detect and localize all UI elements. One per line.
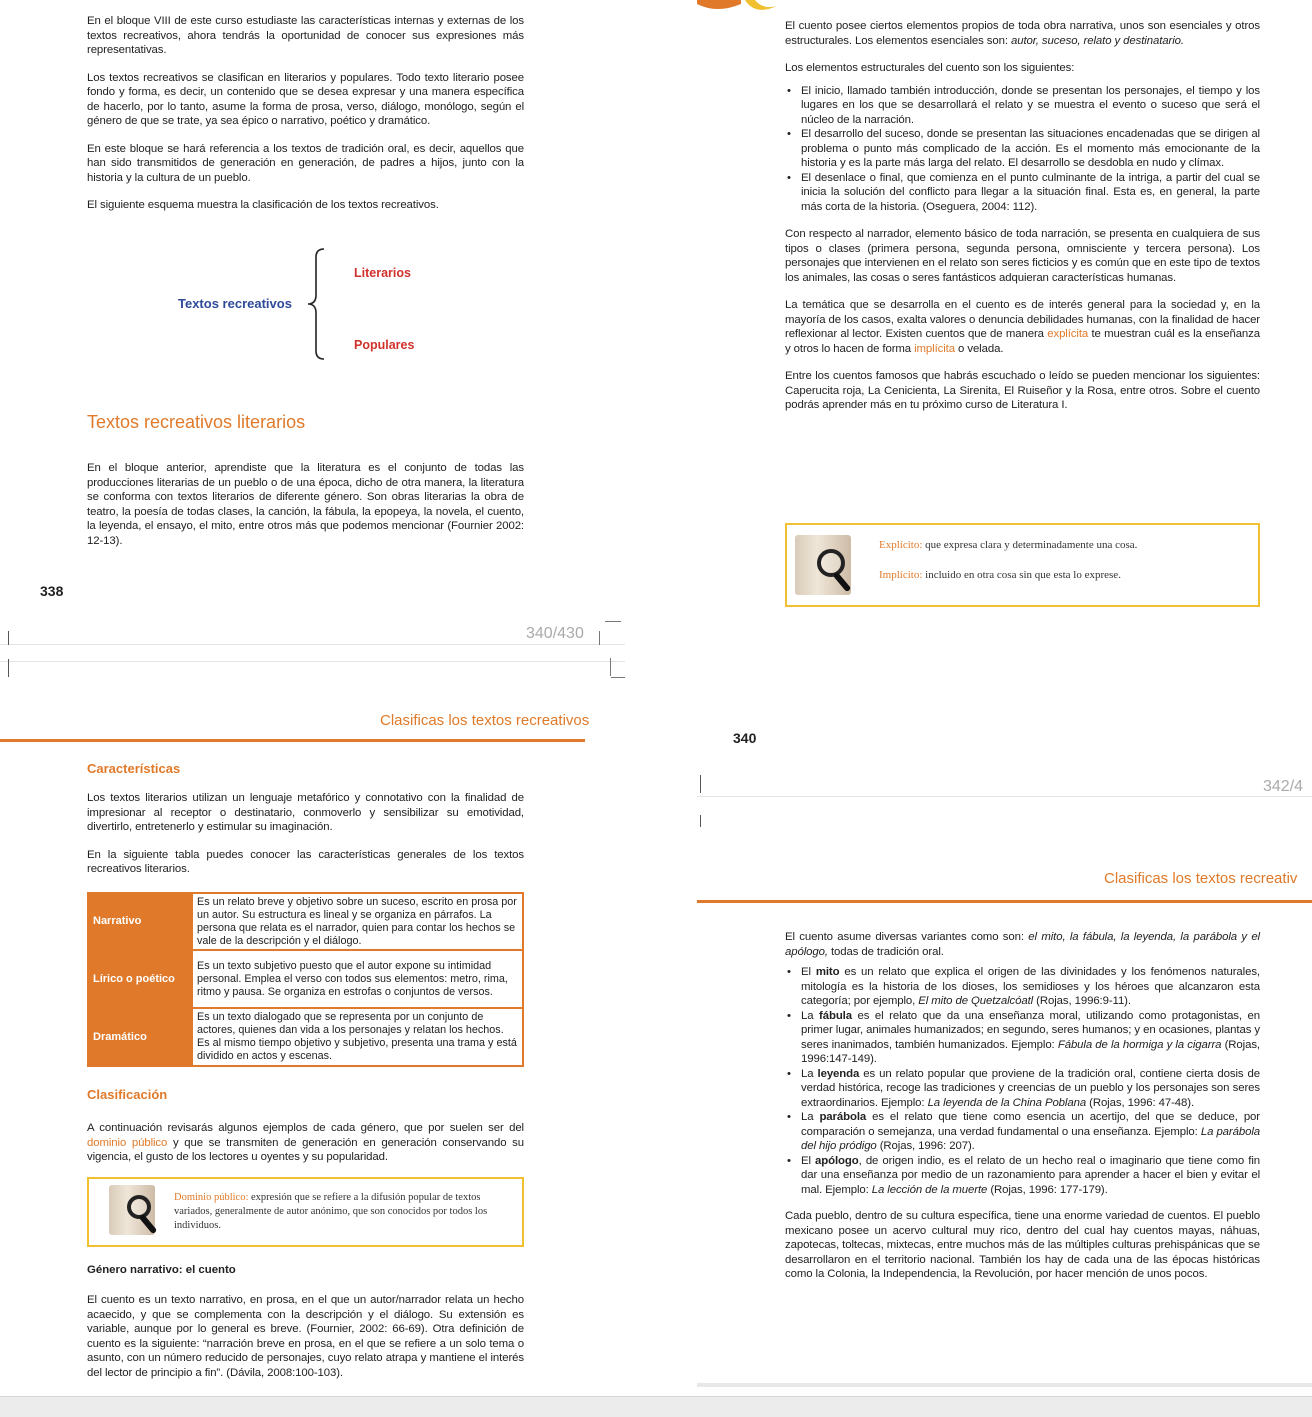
- variants-intro: [785, 930, 1260, 959]
- term-fabula: fábula: [819, 1009, 852, 1022]
- page-342: [697, 860, 1312, 1390]
- page-number: 340: [733, 730, 757, 746]
- tematica-text-b: te muestran cuál es la enseñanza y otros lo hacen de forma: [785, 328, 1260, 355]
- famous-tales-paragraph: Entre los cuentos famosos que habrás escuchado o leído se pueden mencionar los siguientes: Caperucita roja, La Cenicienta, La Sirenita, El Ruiseñor y la Rosa, entre otros. Sobre el cuento podrás aprender más en tu próximo curso de Literatura I.: [785, 370, 1260, 411]
- genre-description: Es un texto subjetivo puesto que el autor expone su intimidad personal. Emplea el verso con todos sus elementos: metro, rima, ritmo y pausa. Se organiza en estrofas o conjuntos de versos.: [192, 950, 523, 1008]
- glossary-definition: incluido en otra cosa sin que esta lo exprese.: [922, 569, 1121, 581]
- glossary-term: Dominio público:: [174, 1192, 249, 1203]
- genre-label: Lírico o poético: [88, 950, 192, 1008]
- literature-paragraph: En el bloque anterior, aprendiste que la literatura es el conjunto de todas las producciones literarias de un pueblo o de una época, dicho de otra manera, la literatura se conforma con textos literarios de diferente género. Son obras literarias la obra de teatro, la poesía de todas clases, la canción, la fábula, la epopeya, la novela, el cuento, la leyenda, el ensayo, el mito, entre otros más que podemos mencionar (Fournier 2002: 12-13).: [87, 462, 524, 547]
- list-item: • La leyenda es un relato popular que proviene de la tradición oral, contiene cierta dosis de verdad histórica, recoge las tradiciones y creencias de un pueblo y los personajes son seres extraordinarios. Ejemplo: La leyenda de la China Poblana (Rojas, 1996: 47-48).: [785, 1067, 1260, 1111]
- page-header-rule: [0, 739, 585, 742]
- heading-clasificacion: Clasificación: [87, 1087, 168, 1102]
- glossary-term: Implícito:: [879, 569, 923, 581]
- classification-scheme: [170, 245, 470, 365]
- magnifier-book-icon: [109, 1185, 155, 1235]
- variants-emphasis: el mito, la fábula, la leyenda, la parábola y el apólogo,: [785, 931, 1260, 958]
- page-counter-left: 340/430: [526, 625, 584, 642]
- list-item: • El mito es un relato que explica el origen de las divinidades y los fenómenos naturales, mitología es la historia de los dioses, los semidioses y los héroes que alcanzaron esta categoría; por ejemplo, El mito de Quetzalcóatl (Rojas, 1996:9-11).: [785, 965, 1260, 1009]
- heading-caracteristicas: Características: [87, 761, 181, 776]
- intro-paragraph-3: En este bloque se hará referencia a los textos de tradición oral, es decir, aquellos que han sido transmitidos de generación en generación, de padres a hijos, junto con la historia y la cultura de un pueblo.: [87, 142, 524, 184]
- glossary-box-explicito: [785, 523, 1260, 607]
- list-item: • El apólogo, de origen indio, es el relato de un hecho real o imaginario que tiene como fin dar una enseñanza por medio de un razonamiento para aprender a hacer el bien y evitar el mal. Ejemplo: La lección de la muerte (Rojas, 1996: 177-179).: [785, 1154, 1260, 1198]
- glossary-definition: expresión que se refiere a la difusión popular de textos variados, generalmente de autor anónimo, que son conocidos por todos los individuos.: [174, 1192, 488, 1231]
- term-mito: mito: [815, 966, 840, 978]
- decorative-swirl-icon: [697, 0, 787, 26]
- caracteristicas-paragraph-2: En la siguiente tabla puedes conocer las características generales de los textos recreativos literarios.: [87, 848, 524, 875]
- cultural-paragraph: Cada pueblo, dentro de su cultura específica, tiene una enorme variedad de cuentos. El pueblo mexicano posee un acervo cultural muy rico, dentro del cual hay cuentos mayas, náhuas, zapotecas, toltecas, mixtecas, entre muchos más de las múltiples culturas prehispánicas que se desarrollaron en el territorio nacional. También los hay de cada una de las épocas históricas como la Colonia, la Independencia, la Revolución, por hacer mención de unos pocos.: [785, 1210, 1260, 1280]
- structural-intro: Los elementos estructurales del cuento son los siguientes:: [785, 62, 1075, 74]
- elements-text: El cuento posee ciertos elementos propios de toda obra narrativa, unos son esenciales y otros estructurales. Los elementos esenciales son:: [785, 20, 1260, 47]
- scheme-root: Textos recreativos: [178, 296, 292, 311]
- clasificacion-text-a: A continuación revisarás algunos ejemplos de cada género, que por suelen ser del: [87, 1122, 524, 1134]
- explicita-term: explícita: [1047, 328, 1089, 340]
- list-item: • La parábola es el relato que tiene como esencia un acertijo, del que se deduce, por comparación o semejanza, una verdad fundamental o una enseñanza. Ejemplo: La parábola del hijo pródigo (Rojas, 1996: 207).: [785, 1110, 1260, 1154]
- list-item: • La fábula es el relato que da una enseñanza moral, utilizando como protagonistas, en primer lugar, animales humanizados; en segundo, seres humanos; y en ocasiones, plantas y seres inanimados, también humanizados. Ejemplo: Fábula de la hormiga y la cigarra (Rojas, 1996:147-149).: [785, 1009, 1260, 1067]
- list-item: • El inicio, llamado también introducción, donde se presentan los personajes, el tiempo y los lugares en los que se desarrollará el relato y se muestra el evento o suceso que será el núcleo de la narración.: [785, 84, 1260, 128]
- page-counter-right: 342/4: [1263, 778, 1304, 795]
- term-parabola: parábola: [819, 1111, 867, 1123]
- genre-label: Narrativo: [88, 893, 192, 950]
- page-header-title: Clasificas los textos recreativ: [1104, 870, 1298, 887]
- intro-paragraph-4: El siguiente esquema muestra la clasificación de los textos recreativos.: [87, 199, 439, 211]
- heading-genero-narrativo: Género narrativo: el cuento: [87, 1264, 236, 1276]
- clasificacion-text-b: y que se transmiten de generación en generación conservando su vigencia, el gusto de los lectores u oyentes y su popularidad.: [87, 1136, 525, 1163]
- cuento-definition-paragraph: El cuento es un texto narrativo, en prosa, en el que un autor/narrador relata un hecho acaecido, y que se complementa con la descripción y el diálogo. Su extensión es variable, aunque por lo general es breve. (Fournier, 2002: 66-69). Otra definición de cuento es la siguiente: “narración breve en prosa, en el que se refiere a un solo tema o asunto, con un número reducido de personajes, cuyo relato atrapa y mantiene el interés del lector de principio a fin”. (Dávila, 2008:100-103).: [87, 1294, 524, 1379]
- section-heading: Textos recreativos literarios: [87, 412, 306, 432]
- scheme-populares: Populares: [354, 338, 415, 352]
- tematica-text-a: La temática que se desarrolla en el cuento es de interés general para la sociedad y, en la mayoría de los casos, exalta valores o denuncia debilidades humanas, con la finalidad de hacer reflexionar al lector. Existen cuentos que de manera: [785, 299, 1260, 340]
- term-leyenda: leyenda: [817, 1067, 860, 1080]
- clasificacion-paragraph: [87, 1121, 524, 1165]
- variants-text-a: El cuento asume diversas variantes como son:: [785, 931, 1029, 943]
- elements-paragraph: [785, 19, 1260, 48]
- page-header-rule: [697, 900, 1312, 903]
- variants-text-b: todas de tradición oral.: [827, 945, 944, 958]
- list-item: • El desenlace o final, que comienza en el punto culminante de la intriga, a partir del cual se inicia la solución del conflicto para llegar a la situación final. Esta es, en general, la parte más corta de la historia. (Oseguera, 2004: 112).: [785, 171, 1260, 215]
- dominio-publico-term: dominio público: [87, 1136, 168, 1149]
- term-apologo: apólogo: [815, 1154, 859, 1167]
- intro-paragraph-1: En el bloque VIII de este curso estudiaste las características internas y externas de los textos recreativos, ahora tendrás la oportunidad de conocer sus expresiones más representativas.: [87, 15, 524, 56]
- magnifier-book-icon: [795, 535, 851, 595]
- glossary-definition: que expresa clara y determinadamente una cosa.: [922, 539, 1138, 551]
- scheme-literarios: Literarios: [354, 266, 411, 280]
- scheme-brace: [304, 247, 332, 361]
- glossary-box-dominio: [87, 1177, 524, 1247]
- genre-label: Dramático: [88, 1008, 192, 1066]
- page-338: [0, 0, 625, 630]
- glossary-term: Explícito:: [879, 539, 923, 551]
- genre-description: Es un relato breve y objetivo sobre un suceso, escrito en prosa por un autor. Su estructura es lineal y se organiza en párrafos. La persona que relata es el narrador, quien para contar los hechos se vale de la descripción y el diálogo.: [192, 893, 523, 950]
- page-340: [0, 690, 625, 1395]
- vertical-gutter: [625, 0, 697, 1396]
- page-gap-strip-right: [697, 775, 1312, 823]
- intro-paragraph-2: Los textos recreativos se clasifican en literarios y populares. Todo texto literario posee fondo y forma, es decir, un contenido que se desea expresar y una manera específica de hacerlo, por lo tanto, asume la forma de prosa, verso, diálogo, monólogo, según el género de que se trate, ya sea épico o narrativo, poético y dramático.: [87, 71, 524, 127]
- page-number: 338: [40, 583, 64, 599]
- page-header-title: Clasificas los textos recreativos: [380, 712, 590, 729]
- narrator-paragraph: Con respecto al narrador, elemento básico de toda narración, se presenta en cualquiera de sus tipos o clases (primera persona, segunda persona, omnisciente y tercera persona). Los personajes que intervienen en el relato son seres ficticios y es común que en este tipo de textos los animales, las cosas o seres fantásticos adquieran características humanas.: [785, 228, 1260, 284]
- implicita-term: implícita: [914, 342, 955, 355]
- tematica-text-c: o velada.: [954, 342, 1004, 355]
- bottom-scroll-bar[interactable]: [0, 1396, 1312, 1417]
- page-gap-strip: [0, 625, 625, 686]
- page-340-right: [697, 0, 1312, 746]
- tematica-paragraph: [785, 298, 1260, 356]
- genre-description: Es un texto dialogado que se representa por un conjunto de actores, quienes dan vida a los personajes y relatan los hechos. Es al mismo tiempo objetivo y subjetivo, presenta una trama y está dividido en actos y escenas.: [192, 1008, 523, 1066]
- genres-table: [87, 892, 524, 1067]
- table-row: [88, 950, 523, 1008]
- elements-emphasis: autor, suceso, relato y destinatario.: [1010, 34, 1184, 47]
- caracteristicas-paragraph-1: Los textos literarios utilizan un lenguaje metafórico y connotativo con la finalidad de impresionar al receptor o destinatario, conmoverlo y sensibilizar su emotividad, divertirlo, entretenerlo y estimular su imaginación.: [87, 792, 524, 833]
- table-row: [88, 893, 523, 950]
- table-row: [88, 1008, 523, 1066]
- list-item: • El desarrollo del suceso, donde se presentan las situaciones encadenadas que se dirigen al problema o punto más complicado de la acción. Es el momento más emocionante de la historia y es la parte más larga del relato. El desarrollo se desdobla en nudo y clímax.: [785, 127, 1260, 171]
